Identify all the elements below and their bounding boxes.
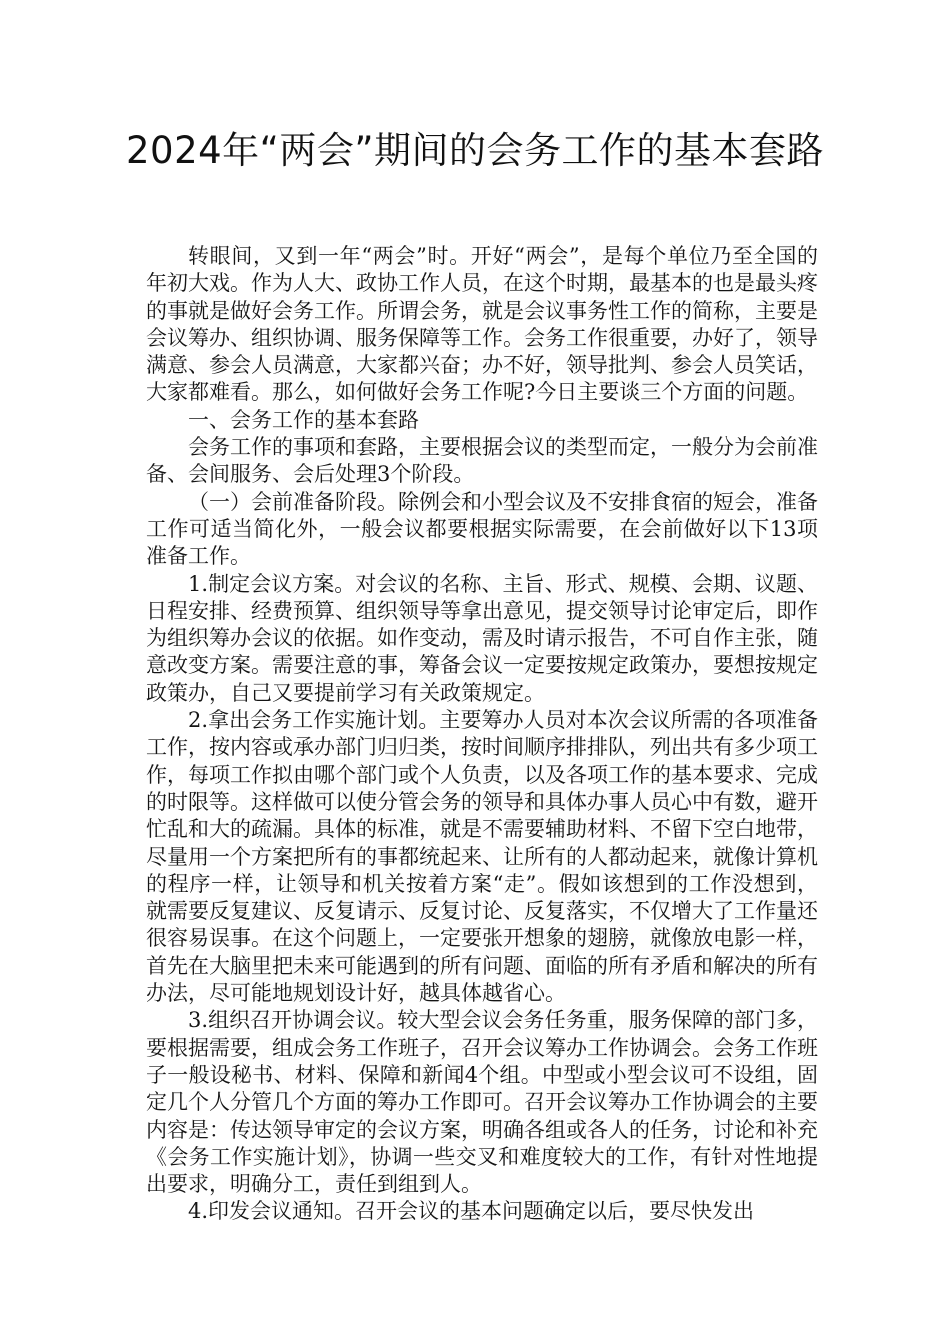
document-body <box>146 243 818 1226</box>
item-3-paragraph: 3.组织召开协调会议。较大型会议会务任务重，服务保障的部门多，要根据需要，组成会务工作班子，召开会议筹办工作协调会。会务工作班子一般设秘书、材料、保障和新闻4个组。中型或小型会议可不设组，固定几个人分管几个方面的筹办工作即可。召开会议筹办工作协调会的主要内容是：传达领导审定的会议方案，明确各组或各人的任务，讨论和补充《会务工作实施计划》，协调一些交叉和难度较大的工作，有针对性地提出要求，明确分工，责任到组到人。 <box>146 1008 818 1197</box>
document-title: 2024年“两会”期间的会务工作的基本套路 <box>126 129 824 172</box>
item-4-paragraph: 4.印发会议通知。召开会议的基本问题确定以后，要尽快发出 <box>188 1199 755 1224</box>
section-heading-1: 一、会务工作的基本套路 <box>188 407 419 432</box>
item-2-paragraph: 2.拿出会务工作实施计划。主要筹办人员对本次会议所需的各项准备工作，按内容或承办部门归归类，按时间顺序排排队，列出共有多少项工作，每项工作拟由哪个部门或个人负责，以及各项工作的基本要求、完成的时限等。这样做可以使分管会务的领导和具体办事人员心中有数，避开忙乱和大的疏漏。具体的标准，就是不需要辅助材料、不留下空白地带，尽量用一个方案把所有的事都统起来、让所有的人都动起来，就像计算机的程序一样，让领导和机关按着方案“走”。假如该想到的工作没想到，就需要反复建议、反复请示、反复讨论、反复落实，不仅增大了工作量还很容易误事。在这个问题上，一定要张开想象的翅膀，就像放电影一样，首先在大脑里把未来可能遇到的所有问题、面临的所有矛盾和解决的所有办法，尽可能地规划设计好，越具体越省心。 <box>146 708 818 1006</box>
item-1-paragraph: 1.制定会议方案。对会议的名称、主旨、形式、规模、会期、议题、日程安排、经费预算、组织领导等拿出意见，提交领导讨论审定后，即作为组织筹办会议的依据。如作变动，需及时请示报告，不可自作主张，随意改变方案。需要注意的事，筹备会议一定要按规定政策办，要想按规定政策办，自己又要提前学习有关政策规定。 <box>146 571 818 705</box>
subsection-heading-1: （一）会前准备阶段。除例会和小型会议及不安排食宿的短会，准备工作可适当简化外，一般会议都要根据实际需要，在会前做好以下13项准备工作。 <box>146 489 818 569</box>
paragraph-intro: 转眼间，又到一年“两会”时。开好“两会”，是每个单位乃至全国的年初大戏。作为人大、政协工作人员，在这个时期，最基本的也是最头疼的事就是做好会务工作。所谓会务，就是会议事务性工作的简称，主要是会议筹办、组织协调、服务保障等工作。会务工作很重要，办好了，领导满意、参会人员满意，大家都兴奋；办不好，领导批判、参会人员笑话，大家都难看。那么，如何做好会务工作呢?今日主要谈三个方面的问题。 <box>146 244 818 405</box>
paragraph-stages: 会务工作的事项和套路，主要根据会议的类型而定，一般分为会前准备、会间服务、会后处理3个阶段。 <box>146 435 818 487</box>
